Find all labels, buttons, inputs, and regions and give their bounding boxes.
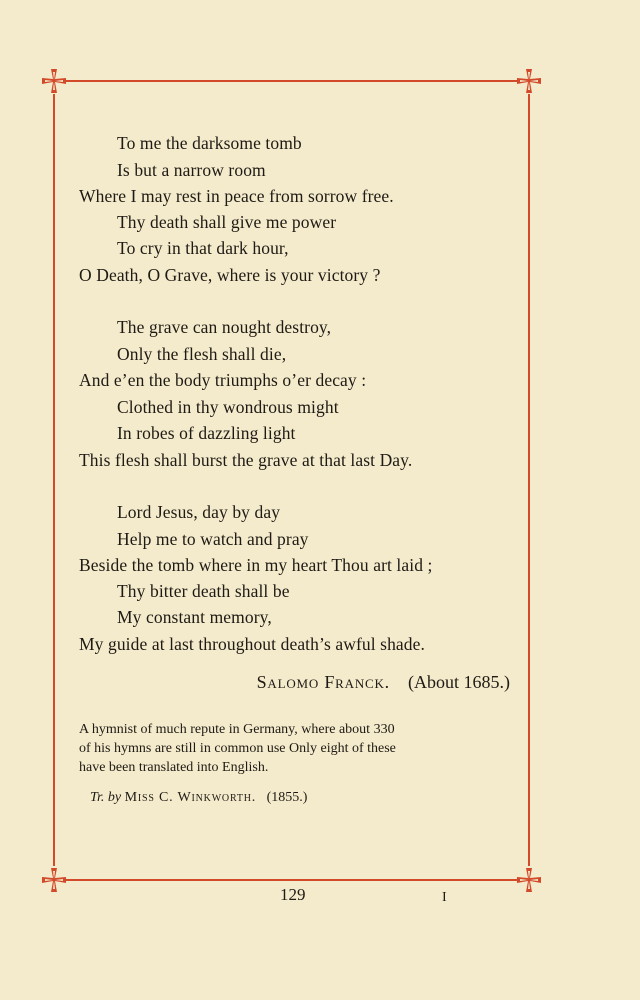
- frame-right-rule: [528, 94, 530, 866]
- poem-line: Thy death shall give me power: [117, 212, 337, 232]
- poem-line: Beside the tomb where in my heart Thou art laid ;: [79, 555, 433, 575]
- translation-date: (1855.): [266, 790, 308, 805]
- poem-line: O Death, O Grave, where is your victory ?: [79, 265, 381, 285]
- poem-line: Is but a narrow room: [117, 160, 266, 180]
- poem-line: And e’en the body triumphs o’er decay :: [79, 370, 367, 390]
- translator-name: Miss C. Winkworth.: [124, 790, 257, 805]
- note-line: have been translated into English.: [79, 760, 269, 775]
- frame-bottom-rule: [66, 879, 518, 881]
- poem-line: The grave can nought destroy,: [117, 317, 332, 337]
- poem-line: My guide at last throughout death’s awful shade.: [79, 634, 425, 654]
- cross-pattee-icon: [517, 69, 541, 93]
- poem-line: To me the darksome tomb: [117, 133, 302, 153]
- signature-mark: I: [442, 890, 447, 905]
- note-line: A hymnist of much repute in Germany, where about 330: [79, 722, 395, 737]
- frame-top-rule: [66, 80, 518, 82]
- poem-line: My constant memory,: [117, 607, 272, 627]
- cross-pattee-icon: [517, 868, 541, 892]
- poem-line: Thy bitter death shall be: [117, 581, 290, 601]
- poem-line: Only the flesh shall die,: [117, 344, 287, 364]
- author-name: Salomo Franck.: [256, 672, 390, 692]
- translation-prefix: Tr. by: [90, 790, 122, 805]
- poem-line: Where I may rest in peace from sorrow free.: [79, 186, 394, 206]
- poem-line: To cry in that dark hour,: [117, 238, 289, 258]
- poem-line: Lord Jesus, day by day: [117, 502, 281, 522]
- cross-pattee-icon: [42, 69, 66, 93]
- frame-left-rule: [53, 94, 55, 866]
- cross-pattee-icon: [42, 868, 66, 892]
- attribution: [257, 672, 510, 693]
- composition-date: (About 1685.): [408, 672, 510, 692]
- poem-line: This flesh shall burst the grave at that last Day.: [79, 450, 413, 470]
- note-line: of his hymns are still in common use Only eight of these: [79, 741, 396, 756]
- translation-credit: [90, 790, 307, 806]
- poem-line: Clothed in thy wondrous might: [117, 397, 339, 417]
- biographical-note: [79, 720, 509, 777]
- page-number: 129: [280, 885, 306, 904]
- poem-line: In robes of dazzling light: [117, 423, 296, 443]
- poem-line: Help me to watch and pray: [117, 529, 309, 549]
